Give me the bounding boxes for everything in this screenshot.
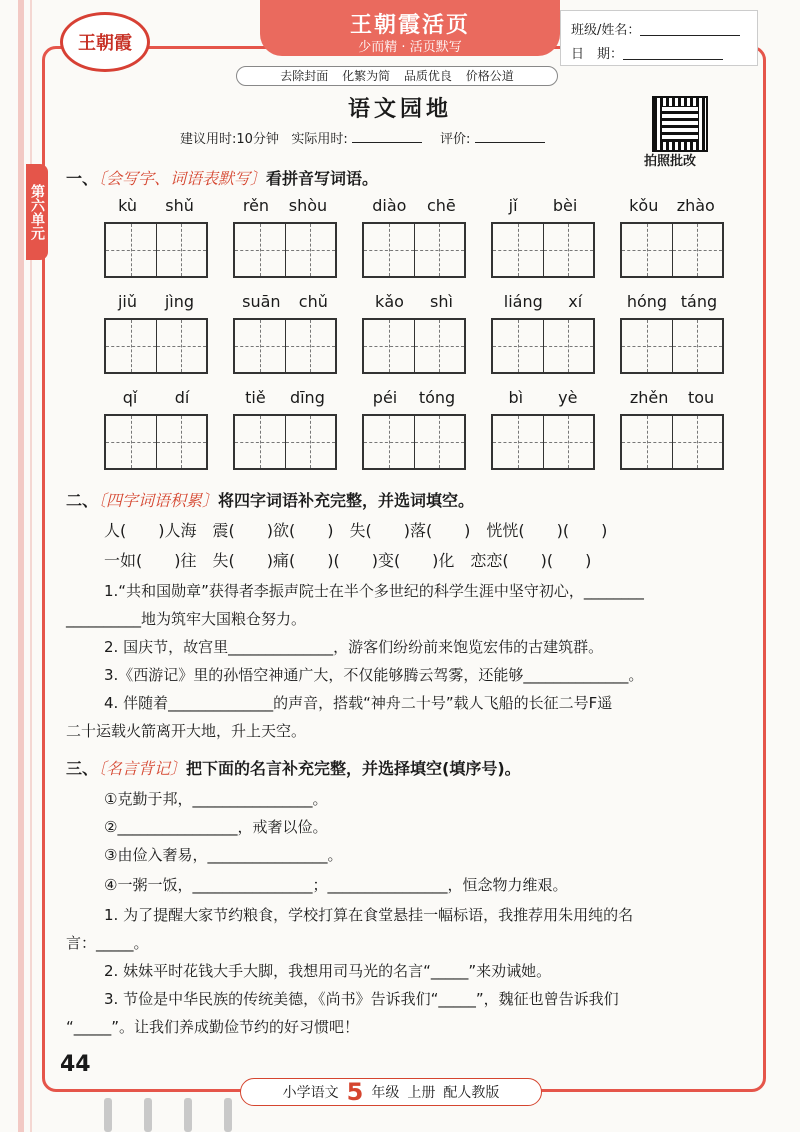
word-item xyxy=(491,196,595,278)
section3-tag: 〔名言背记〕 xyxy=(98,759,187,778)
binding-ring xyxy=(184,1098,192,1132)
footer-term: 上册 xyxy=(407,1085,436,1101)
suggested-time: 建议用时:10分钟 xyxy=(180,132,279,147)
word-item xyxy=(362,196,466,278)
idioms-line-1[interactable]: 人( )人海 震( )欲( ) 失( )落( ) 恍恍( )( ) xyxy=(104,521,608,540)
pinyin-syllable: tóng xyxy=(418,388,456,407)
pinyin-row-1 xyxy=(104,196,724,278)
s2-question-2[interactable]: 2. 国庆节，故宫里______________，游客们纷纷前来饱览宏伟的古建筑群。 xyxy=(104,638,604,656)
s3-question-1a: 1. 为了提醒大家节约粮食，学校打算在食堂悬挂一幅标语，我推荐用朱用纯的名 xyxy=(104,906,634,924)
time-info xyxy=(180,128,559,147)
maxim-3[interactable]: ③由俭入奢易，________________。 xyxy=(104,846,343,864)
pinyin-syllable: kù xyxy=(118,196,138,215)
pinyin-syllable: yè xyxy=(558,388,578,407)
s3-question-3a[interactable]: 3. 节俭是中华民族的传统美德，《尚书》告诉我们“_____”，魏征也曾告诉我们 xyxy=(104,990,619,1008)
student-info-box xyxy=(560,10,758,66)
pinyin-syllable: chē xyxy=(426,196,456,215)
actual-time-field[interactable] xyxy=(352,130,422,143)
word-item xyxy=(620,292,724,374)
section1-number: 一、 xyxy=(66,169,99,188)
writing-grid[interactable] xyxy=(233,222,337,278)
pinyin-syllable: dīng xyxy=(289,388,325,407)
word-item xyxy=(362,292,466,374)
writing-grid[interactable] xyxy=(620,414,724,470)
writing-grid[interactable] xyxy=(491,318,595,374)
section1-instruction: 看拼音写词语。 xyxy=(266,169,379,188)
pinyin-row-2 xyxy=(104,292,724,374)
footer-grade-label: 年级 xyxy=(371,1085,400,1101)
maxim-4[interactable]: ④一粥一饭，________________；________________，恒念物力维艰。 xyxy=(104,876,568,894)
footer-edition: 配人教版 xyxy=(443,1085,500,1101)
unit-tab: 第六单元 xyxy=(26,164,48,260)
class-name-field[interactable] xyxy=(640,21,740,36)
page-title: 语文园地 xyxy=(347,97,452,122)
writing-grid[interactable] xyxy=(491,414,595,470)
pinyin-syllable: hóng xyxy=(626,292,668,311)
s3-question-1b[interactable]: 言：_____。 xyxy=(66,934,149,952)
pinyin-syllable: tiě xyxy=(245,388,266,407)
maxim-2[interactable]: ②________________，戒奢以俭。 xyxy=(104,818,328,836)
writing-grid[interactable] xyxy=(362,414,466,470)
pinyin-syllable: jiǔ xyxy=(117,292,137,311)
maxim-1[interactable]: ①克勤于邦，________________。 xyxy=(104,790,328,808)
writing-grid[interactable] xyxy=(104,318,208,374)
pinyin-syllable: rěn xyxy=(242,196,270,215)
qr-code-icon[interactable] xyxy=(652,96,708,152)
word-item xyxy=(233,292,337,374)
writing-grid[interactable] xyxy=(620,318,724,374)
date-row xyxy=(571,43,723,62)
s2-question-1a[interactable]: 1.“共和国勋章”获得者李振声院士在半个多世纪的科学生涯中坚守初心，________ xyxy=(104,582,644,600)
pinyin-syllable: zhào xyxy=(676,196,715,215)
footer-subject: 小学语文 xyxy=(282,1085,339,1101)
section2-number: 二、 xyxy=(66,491,99,510)
word-item xyxy=(104,388,208,470)
section2-heading xyxy=(66,488,474,511)
writing-grid[interactable] xyxy=(104,222,208,278)
binding-ring xyxy=(144,1098,152,1132)
s2-question-4a[interactable]: 4. 伴随着______________的声音，搭载“神舟二十号”载人飞船的长征二号F遥 xyxy=(104,694,613,712)
slogan-banner: 去除封面 化繁为简 品质优良 价格公道 xyxy=(236,66,558,86)
evaluation-label: 评价: xyxy=(440,132,471,147)
s3-question-2[interactable]: 2. 妹妹平时花钱大手大脚，我想用司马光的名言“_____”来劝诫她。 xyxy=(104,962,552,980)
pinyin-syllable: xí xyxy=(568,292,583,311)
pinyin-syllable: shǔ xyxy=(165,196,194,215)
class-name-row xyxy=(571,19,740,38)
date-label: 日 期： xyxy=(571,47,624,62)
binding-ring xyxy=(224,1098,232,1132)
pinyin-syllable: shòu xyxy=(288,196,328,215)
section2-instruction: 将四字词语补充完整，并选词填空。 xyxy=(218,491,475,510)
word-item xyxy=(620,196,724,278)
qr-code-pattern xyxy=(662,106,698,142)
section1-tag: 〔会写字、词语表默写〕 xyxy=(98,169,267,188)
section3-number: 三、 xyxy=(66,759,99,778)
pinyin-syllable: shì xyxy=(430,292,453,311)
binding-spine xyxy=(18,0,24,1132)
pinyin-syllable: qǐ xyxy=(122,388,138,407)
date-field[interactable] xyxy=(623,45,723,60)
word-item xyxy=(620,388,724,470)
pinyin-syllable: jìng xyxy=(164,292,195,311)
word-item xyxy=(104,196,208,278)
pinyin-row-3 xyxy=(104,388,724,470)
pinyin-syllable: zhěn xyxy=(629,388,669,407)
footer-bar xyxy=(240,1078,542,1106)
writing-grid[interactable] xyxy=(491,222,595,278)
section3-instruction: 把下面的名言补充完整，并选择填空(填序号)。 xyxy=(186,759,521,778)
footer-grade-number: 5 xyxy=(346,1078,364,1106)
pinyin-syllable: chǔ xyxy=(298,292,328,311)
writing-grid[interactable] xyxy=(233,318,337,374)
actual-time-label: 实际用时: xyxy=(291,132,348,147)
writing-grid[interactable] xyxy=(362,318,466,374)
word-item xyxy=(233,196,337,278)
pinyin-syllable: liáng xyxy=(503,292,543,311)
section2-tag: 〔四字词语积累〕 xyxy=(98,491,219,510)
pinyin-syllable: bì xyxy=(508,388,524,407)
pinyin-syllable: táng xyxy=(680,292,718,311)
pinyin-syllable: dí xyxy=(174,388,190,407)
pinyin-syllable: kǎo xyxy=(375,292,404,311)
pinyin-syllable: kǒu xyxy=(629,196,659,215)
word-item xyxy=(233,388,337,470)
pinyin-syllable: suān xyxy=(242,292,281,311)
s2-question-1b[interactable]: __________地为筑牢大国粮仓努力。 xyxy=(66,610,307,628)
s2-question-4b: 二十运载火箭离开大地，升上天空。 xyxy=(66,722,307,740)
evaluation-field[interactable] xyxy=(475,130,545,143)
writing-grid[interactable] xyxy=(362,222,466,278)
pinyin-syllable: péi xyxy=(372,388,398,407)
s3-question-3b[interactable]: “_____”。让我们养成勤俭节约的好习惯吧！ xyxy=(66,1018,360,1036)
binding-ring xyxy=(104,1098,112,1132)
pinyin-syllable: diào xyxy=(372,196,407,215)
section1-heading xyxy=(66,166,378,189)
brand-tagline: 少而精 · 活页默写 xyxy=(358,40,462,55)
class-name-label: 班级/姓名： xyxy=(571,23,641,38)
idioms-line-2[interactable]: 一如( )往 失( )痛( )( )变( )化 恋恋( )( ) xyxy=(104,551,592,570)
qr-label: 拍照批改 xyxy=(644,154,697,169)
writing-grid[interactable] xyxy=(620,222,724,278)
word-item xyxy=(491,292,595,374)
writing-grid[interactable] xyxy=(104,414,208,470)
brand-title: 王朝霞活页 xyxy=(349,13,470,38)
word-item xyxy=(491,388,595,470)
pinyin-syllable: bèi xyxy=(552,196,578,215)
page-number: 44 xyxy=(60,1052,91,1077)
word-item xyxy=(104,292,208,374)
s2-question-3[interactable]: 3.《西游记》里的孙悟空神通广大，不仅能够腾云驾雾，还能够______________。 xyxy=(104,666,644,684)
section3-heading xyxy=(66,756,521,779)
pinyin-syllable: jǐ xyxy=(508,196,518,215)
pinyin-syllable: tou xyxy=(687,388,715,407)
brand-logo: 王朝霞 xyxy=(60,12,150,72)
writing-grid[interactable] xyxy=(233,414,337,470)
word-item xyxy=(362,388,466,470)
